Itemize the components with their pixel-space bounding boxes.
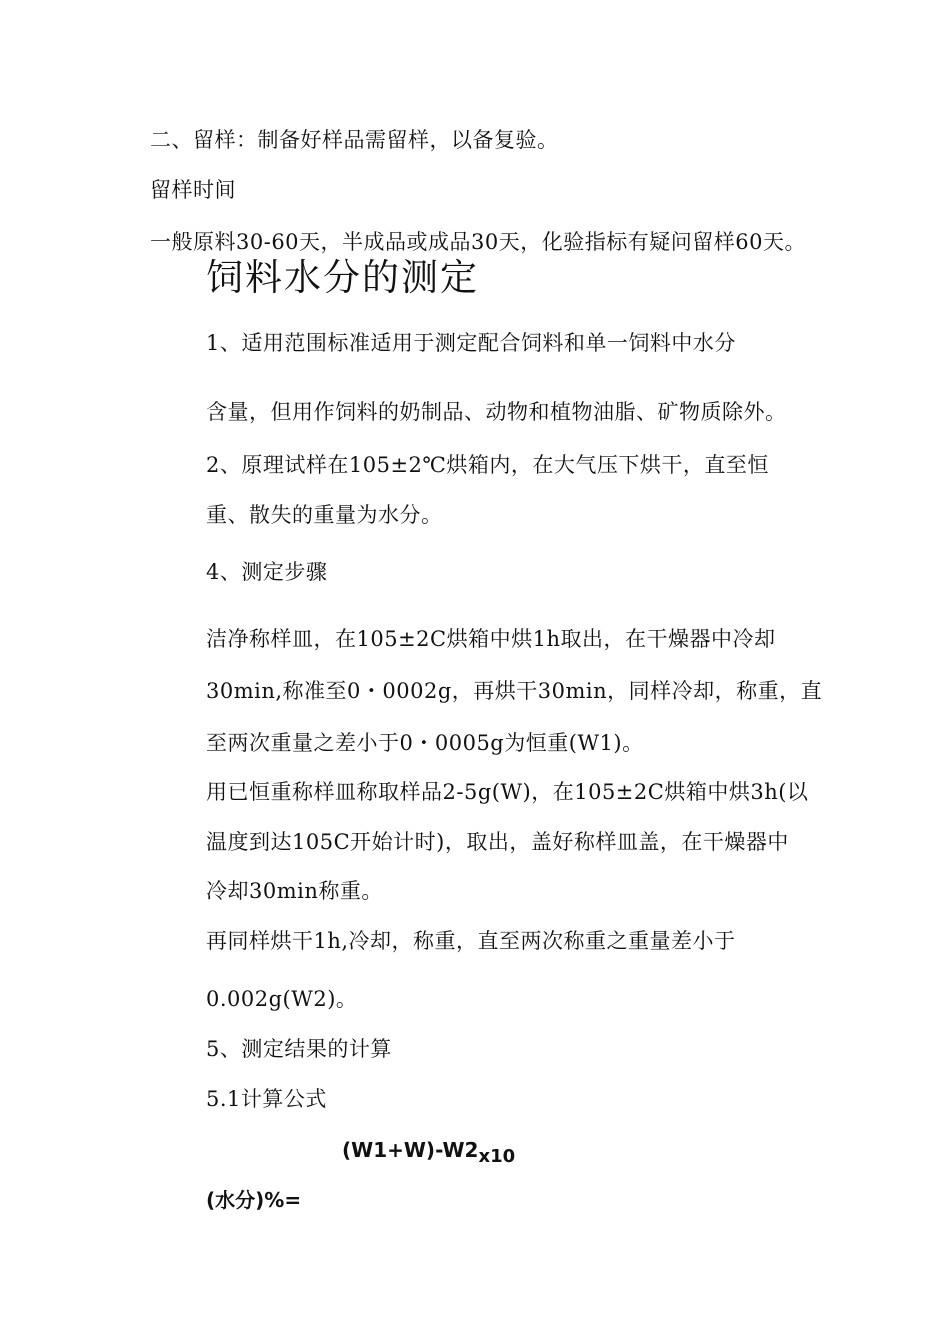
step-b-line-3: 冷却30min称重。: [206, 879, 383, 903]
step-c-line-1: 再同样烘干1h,冷却，称重，直至两次称重之重量差小于: [206, 929, 736, 953]
sample-retention-line: 二、留样：制备好样品需留样，以备复验。: [150, 128, 559, 152]
formula-multiplier: x10: [478, 1146, 516, 1167]
step-c-line-2: 0.002g(W2)。: [206, 987, 358, 1011]
scope-line-1: 1、适用范围标准适用于测定配合饲料和单一饲料中水分: [206, 331, 736, 355]
formula-numerator: [342, 1136, 515, 1166]
step-b-line-1: 用已恒重称样皿称取样品2-5g(W)，在105±2C烘箱中烘3h(以: [206, 780, 809, 804]
step-b-line-2: 温度到达105C开始计时)，取出，盖好称样皿盖，在干燥器中: [206, 830, 789, 854]
step-a-line-1: 洁净称样皿，在105±2C烘箱中烘1h取出，在干燥器中冷却: [206, 627, 776, 651]
formula-numerator-text: (W1+W)-W2: [342, 1138, 479, 1162]
formula-lhs: (水分)%=: [206, 1188, 302, 1212]
principle-line-1: 2、原理试样在105±2℃烘箱内，在大气压下烘干，直至恒: [206, 453, 769, 477]
scope-line-2: 含量，但用作饲料的奶制品、动物和植物油脂、矿物质除外。: [206, 400, 787, 424]
page-title: 饲料水分的测定: [206, 256, 479, 299]
step-a-line-3: 至两次重量之差小于0・0005g为恒重(W1)。: [206, 731, 644, 755]
formula-heading: 5.1计算公式: [206, 1087, 327, 1111]
principle-line-2: 重、散失的重量为水分。: [206, 503, 443, 527]
calc-heading: 5、测定结果的计算: [206, 1037, 392, 1061]
retention-time-label: 留样时间: [150, 178, 236, 202]
step-a-line-2: 30min,称准至0・0002g，再烘干30min，同样冷却，称重，直: [206, 679, 823, 703]
steps-heading: 4、测定步骤: [206, 560, 328, 584]
retention-time-detail: 一般原料30-60天，半成品或成品30天，化验指标有疑问留样60天。: [150, 230, 806, 254]
